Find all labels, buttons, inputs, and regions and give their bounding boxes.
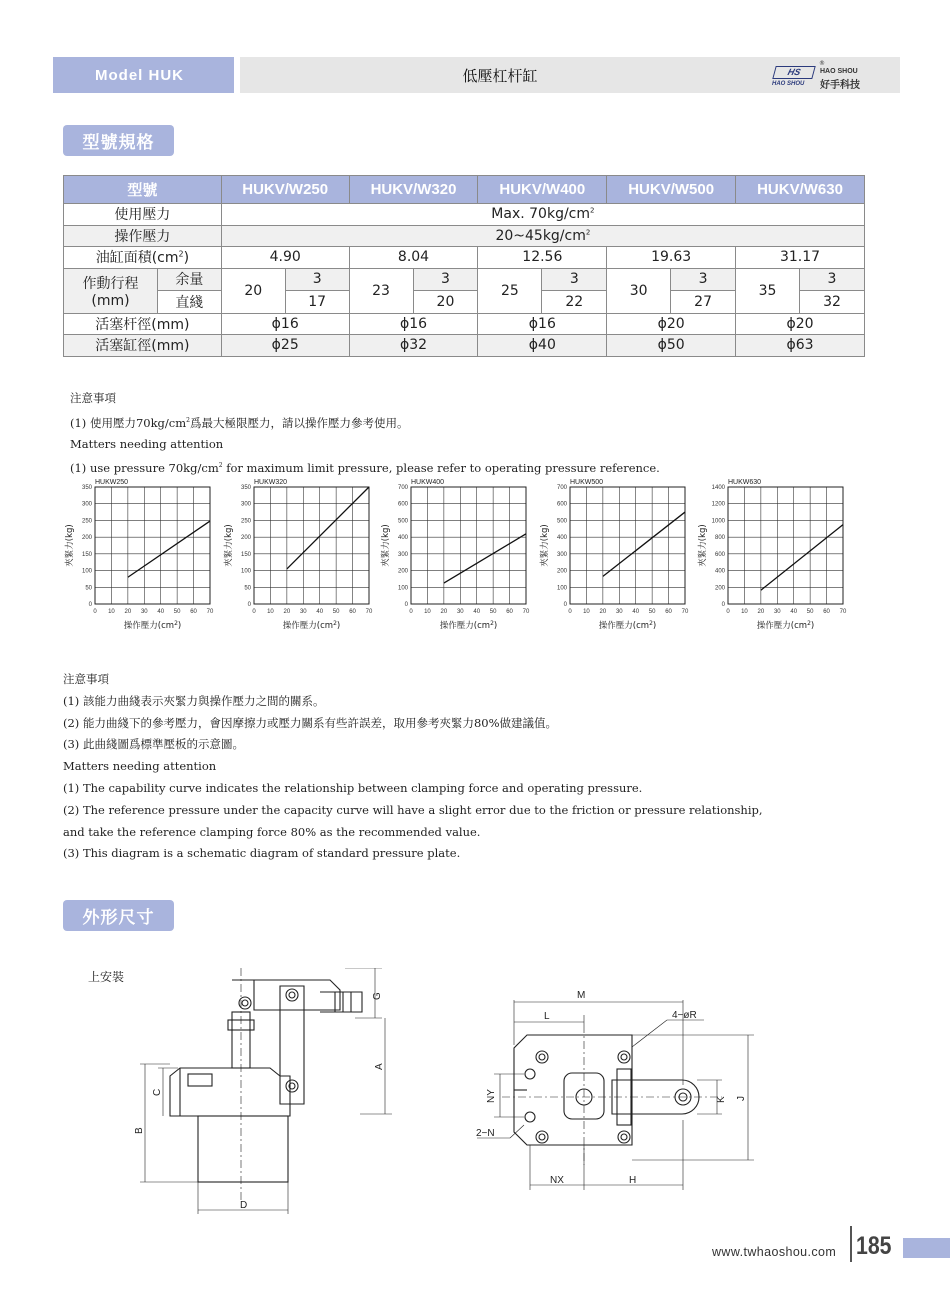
header-cell: HUKV/W250 xyxy=(221,176,349,204)
table-cell: 3 xyxy=(799,268,864,291)
chart-svg xyxy=(62,475,222,633)
table-row xyxy=(64,313,865,335)
y-tick-label: 250 xyxy=(81,518,92,525)
table-cell: ϕ16 xyxy=(349,313,478,335)
y-tick-label: 400 xyxy=(714,568,725,575)
x-tick-label: 20 xyxy=(599,609,607,615)
x-tick-label: 20 xyxy=(440,609,448,615)
chart-title: HUKW400 xyxy=(411,479,445,486)
dim-h: H xyxy=(629,1175,637,1186)
y-tick-label: 100 xyxy=(556,585,567,592)
dim-k: K xyxy=(716,1096,727,1103)
footer-accent-bar xyxy=(903,1238,950,1258)
dim-nx: NX xyxy=(550,1175,564,1186)
chart-hukw630 xyxy=(695,475,855,633)
dim-ny: NY xyxy=(486,1089,497,1103)
logo-mark: HS xyxy=(772,66,815,79)
y-axis-label: 夾緊力(kg) xyxy=(381,524,391,567)
row-label-stroke xyxy=(64,268,222,313)
table-cell: 22 xyxy=(542,291,607,314)
series-line xyxy=(761,525,843,591)
notes-title-en: Matters needing attention xyxy=(63,759,217,774)
x-tick-label: 50 xyxy=(806,609,814,615)
chart-title: HUKW250 xyxy=(95,479,129,486)
table-cell: 3 xyxy=(285,268,349,291)
y-axis-label: 夾緊力(kg) xyxy=(65,524,75,567)
header-cell: HUKV/W630 xyxy=(736,176,865,204)
y-axis-label: 夾緊力(kg) xyxy=(224,524,234,567)
chart-hukw500 xyxy=(537,475,697,633)
footer-url: www.twhaoshou.com xyxy=(712,1245,837,1259)
series-line xyxy=(603,512,685,576)
table-cell: 20 xyxy=(221,268,285,313)
body-outline xyxy=(514,1035,632,1145)
x-tick-label: 0 xyxy=(726,609,730,615)
x-tick-label: 30 xyxy=(456,609,464,615)
table-cell: ϕ20 xyxy=(736,313,865,335)
table-cell: $20\sim 45kg/cm^2$ xyxy=(221,225,864,247)
cylinder-body xyxy=(198,1116,288,1182)
table-cell: 20 xyxy=(413,291,478,314)
dim-l: L xyxy=(544,1011,550,1022)
x-tick-label: 30 xyxy=(773,609,781,615)
y-tick-label: 500 xyxy=(397,518,408,525)
x-tick-label: 40 xyxy=(790,609,798,615)
table-row xyxy=(64,268,865,291)
x-tick-label: 70 xyxy=(522,609,530,615)
table-cell: 27 xyxy=(671,291,736,314)
x-tick-label: 10 xyxy=(583,609,590,615)
y-tick-label: 0 xyxy=(563,602,567,608)
x-tick-label: 40 xyxy=(473,609,481,615)
x-axis-label: 操作壓力$(cm^2)$ xyxy=(598,620,657,631)
x-tick-label: 10 xyxy=(267,609,274,615)
chart-title: HUKW630 xyxy=(728,479,762,486)
notes-line: (3) 此曲綫圖爲標準壓板的示意圖。 xyxy=(63,737,244,752)
x-axis-label: 操作壓力$(cm^2)$ xyxy=(123,620,182,631)
y-tick-label: 1400 xyxy=(711,485,725,491)
table-cell: ϕ50 xyxy=(607,335,736,357)
dim-a: A xyxy=(374,1063,385,1070)
table-cell: ϕ40 xyxy=(478,335,607,357)
x-tick-label: 0 xyxy=(252,609,256,615)
brand-logo xyxy=(772,60,864,91)
y-tick-label: 50 xyxy=(244,585,251,592)
table-cell: 12.56 xyxy=(478,247,607,269)
table-cell: 4.90 xyxy=(221,247,349,269)
series-line xyxy=(128,521,210,577)
header-cell: HUKV/W320 xyxy=(349,176,478,204)
x-tick-label: 10 xyxy=(741,609,748,615)
y-tick-label: 300 xyxy=(556,551,567,558)
table-cell: 35 xyxy=(736,268,800,313)
table-cell: 17 xyxy=(285,291,349,314)
y-tick-label: 150 xyxy=(81,551,92,558)
y-tick-label: 600 xyxy=(556,501,567,508)
x-tick-label: 50 xyxy=(489,609,497,615)
dim-c: C xyxy=(152,1088,163,1096)
side-view-drawing xyxy=(130,968,400,1218)
notes-title-zh: 注意事項 xyxy=(70,391,116,405)
chart-svg xyxy=(221,475,381,633)
table-cell: 3 xyxy=(542,268,607,291)
logo-registered: ® xyxy=(819,60,825,67)
y-tick-label: 700 xyxy=(556,485,567,491)
table-row xyxy=(64,225,865,247)
table-header-row xyxy=(64,176,865,204)
x-tick-label: 50 xyxy=(173,609,181,615)
y-axis-label: 夾緊力(kg) xyxy=(540,524,550,567)
table-cell: 8.04 xyxy=(349,247,478,269)
y-tick-label: 300 xyxy=(397,551,408,558)
x-tick-label: 30 xyxy=(140,609,148,615)
x-axis-label: 操作壓力$(cm^2)$ xyxy=(282,620,341,631)
dim-4r: 4−øR xyxy=(672,1010,697,1021)
table-row xyxy=(64,247,865,269)
row-label: 操作壓力 xyxy=(64,225,222,247)
x-tick-label: 30 xyxy=(299,609,307,615)
footer-divider xyxy=(850,1226,852,1262)
series-line xyxy=(444,534,526,583)
x-tick-label: 40 xyxy=(157,609,165,615)
chart-svg xyxy=(378,475,538,633)
x-tick-label: 40 xyxy=(632,609,640,615)
x-tick-label: 0 xyxy=(409,609,413,615)
y-tick-label: 0 xyxy=(88,602,92,608)
x-tick-label: 40 xyxy=(316,609,324,615)
x-tick-label: 20 xyxy=(283,609,291,615)
notes-line: (1) The capability curve indicates the relationship between clamping force and operating pressure. xyxy=(63,780,643,795)
table-cell: ϕ63 xyxy=(736,335,865,357)
logo-mark-sub: HAO SHOU xyxy=(772,81,805,87)
y-tick-label: 500 xyxy=(556,518,567,525)
x-tick-label: 0 xyxy=(568,609,572,615)
notes-line: (1) use pressure $70kg/cm^2$ for maximum limit pressure, please refer to operating pressure reference. xyxy=(70,461,660,476)
notes-line: and take the reference clamping force 80% as the recommended value. xyxy=(63,824,481,839)
x-tick-label: 60 xyxy=(190,609,197,615)
row-label: 活塞杆徑(mm) xyxy=(64,313,222,335)
table-cell: 3 xyxy=(671,268,736,291)
y-tick-label: 300 xyxy=(81,501,92,508)
table-cell: Max. $70kg/cm^2$ xyxy=(221,204,864,226)
y-tick-label: 200 xyxy=(556,568,567,575)
notes-line: (2) 能力曲綫下的參考壓力，會因摩擦力或壓力關系有些許誤差，取用參考夾緊力80%做建議值。 xyxy=(63,715,558,730)
top-view-drawing xyxy=(472,985,762,1195)
table-cell: 30 xyxy=(607,268,671,313)
table-cell: ϕ32 xyxy=(349,335,478,357)
dim-j: J xyxy=(736,1096,747,1101)
x-tick-label: 10 xyxy=(108,609,115,615)
y-tick-label: 150 xyxy=(240,551,251,558)
y-tick-label: 800 xyxy=(714,535,725,542)
table-cell: ϕ16 xyxy=(478,313,607,335)
y-tick-label: 350 xyxy=(240,485,251,491)
y-tick-label: 1000 xyxy=(711,518,725,525)
y-tick-label: 1200 xyxy=(711,501,725,508)
dim-b: B xyxy=(134,1127,145,1134)
chart-svg xyxy=(537,475,697,633)
y-tick-label: 0 xyxy=(721,602,725,608)
y-tick-label: 350 xyxy=(81,485,92,491)
notes-1 xyxy=(70,388,660,480)
x-tick-label: 70 xyxy=(365,609,373,615)
dim-d: D xyxy=(240,1200,248,1211)
table-cell: ϕ16 xyxy=(221,313,349,335)
notes-line: (1) 該能力曲綫表示夾緊力與操作壓力之間的關系。 xyxy=(63,693,325,708)
plot-frame xyxy=(411,487,526,604)
table-cell: 31.17 xyxy=(736,247,865,269)
table-row xyxy=(64,204,865,226)
y-tick-label: 200 xyxy=(397,568,408,575)
logo-en: HAO SHOU xyxy=(820,68,858,75)
dim-g: G xyxy=(372,992,383,1000)
y-axis-label: 夾緊力(kg) xyxy=(698,524,708,567)
logo-zh: 好手科技 xyxy=(820,80,860,91)
x-tick-label: 10 xyxy=(424,609,431,615)
table-cell: ϕ20 xyxy=(607,313,736,335)
table-cell: 25 xyxy=(478,268,542,313)
table-cell: 3 xyxy=(413,268,478,291)
table-cell: 23 xyxy=(349,268,413,313)
header-cell: 型號 xyxy=(64,176,222,204)
page-number: 185 xyxy=(856,1232,892,1260)
plot-frame xyxy=(95,487,210,604)
section-dims-title: 外形尺寸 xyxy=(63,900,174,931)
header-cell: HUKV/W500 xyxy=(607,176,736,204)
y-tick-label: 200 xyxy=(240,535,251,542)
x-tick-label: 20 xyxy=(757,609,765,615)
row-label: 活塞缸徑(mm) xyxy=(64,335,222,357)
y-tick-label: 0 xyxy=(247,602,251,608)
header-bar xyxy=(240,57,900,93)
notes-line: (2) The reference pressure under the capacity curve will have a slight error due to the friction or pressure relationship, xyxy=(63,802,763,817)
x-axis-label: 操作壓力$(cm^2)$ xyxy=(439,620,498,631)
row-label: 使用壓力 xyxy=(64,204,222,226)
y-tick-label: 300 xyxy=(240,501,251,508)
notes-2 xyxy=(63,669,763,865)
model-badge: Model HUK xyxy=(53,57,234,93)
x-tick-label: 70 xyxy=(681,609,689,615)
chart-hukw320 xyxy=(221,475,381,633)
chart-title: HUKW320 xyxy=(254,479,288,486)
stroke-label: 作動行程(mm) xyxy=(64,269,158,313)
y-tick-label: 600 xyxy=(714,551,725,558)
plot-frame xyxy=(570,487,685,604)
y-tick-label: 100 xyxy=(397,585,408,592)
y-tick-label: 700 xyxy=(397,485,408,491)
y-tick-label: 400 xyxy=(397,535,408,542)
x-tick-label: 60 xyxy=(349,609,356,615)
table-cell: 19.63 xyxy=(607,247,736,269)
x-tick-label: 50 xyxy=(648,609,656,615)
x-axis-label: 操作壓力$(cm^2)$ xyxy=(756,620,815,631)
x-tick-label: 0 xyxy=(93,609,97,615)
y-tick-label: 100 xyxy=(81,568,92,575)
spec-table xyxy=(63,175,865,357)
x-tick-label: 70 xyxy=(839,609,847,615)
chart-svg xyxy=(695,475,855,633)
x-tick-label: 20 xyxy=(124,609,132,615)
dim-2n: 2−N xyxy=(476,1128,495,1139)
y-tick-label: 200 xyxy=(81,535,92,542)
section-spec-title: 型號規格 xyxy=(63,125,174,156)
stroke-sub-linear: 直綫 xyxy=(158,291,221,313)
notes-line: (3) This diagram is a schematic diagram of standard pressure plate. xyxy=(63,846,461,861)
y-tick-label: 400 xyxy=(556,535,567,542)
plot-frame xyxy=(728,487,843,604)
series-line xyxy=(287,487,369,569)
notes-title-en: Matters needing attention xyxy=(70,436,224,451)
notes-line: (1) 使用壓力$70kg/cm^2$爲最大極限壓力，請以操作壓力參考使用。 xyxy=(70,415,409,430)
y-tick-label: 100 xyxy=(240,568,251,575)
dim-m: M xyxy=(577,990,586,1001)
y-tick-label: 50 xyxy=(85,585,92,592)
x-tick-label: 60 xyxy=(665,609,672,615)
x-tick-label: 70 xyxy=(206,609,214,615)
x-tick-label: 60 xyxy=(506,609,513,615)
y-tick-label: 0 xyxy=(404,602,408,608)
y-tick-label: 200 xyxy=(714,585,725,592)
chart-hukw250 xyxy=(62,475,222,633)
y-tick-label: 600 xyxy=(397,501,408,508)
stroke-sub-margin: 余量 xyxy=(158,269,221,292)
x-tick-label: 50 xyxy=(332,609,340,615)
table-cell: 32 xyxy=(799,291,864,314)
chart-hukw400 xyxy=(378,475,538,633)
table-cell: ϕ25 xyxy=(221,335,349,357)
y-tick-label: 250 xyxy=(240,518,251,525)
drawing-label: 上安裝 xyxy=(88,970,125,984)
page-title: 低壓杠杆缸 xyxy=(462,67,538,85)
x-tick-label: 30 xyxy=(615,609,623,615)
x-tick-label: 60 xyxy=(823,609,830,615)
notes-title-zh: 注意事項 xyxy=(63,672,109,686)
header-cell: HUKV/W400 xyxy=(478,176,607,204)
table-row xyxy=(64,335,865,357)
row-label: 油缸面積$(cm^2)$ xyxy=(64,247,222,269)
chart-title: HUKW500 xyxy=(570,479,604,486)
